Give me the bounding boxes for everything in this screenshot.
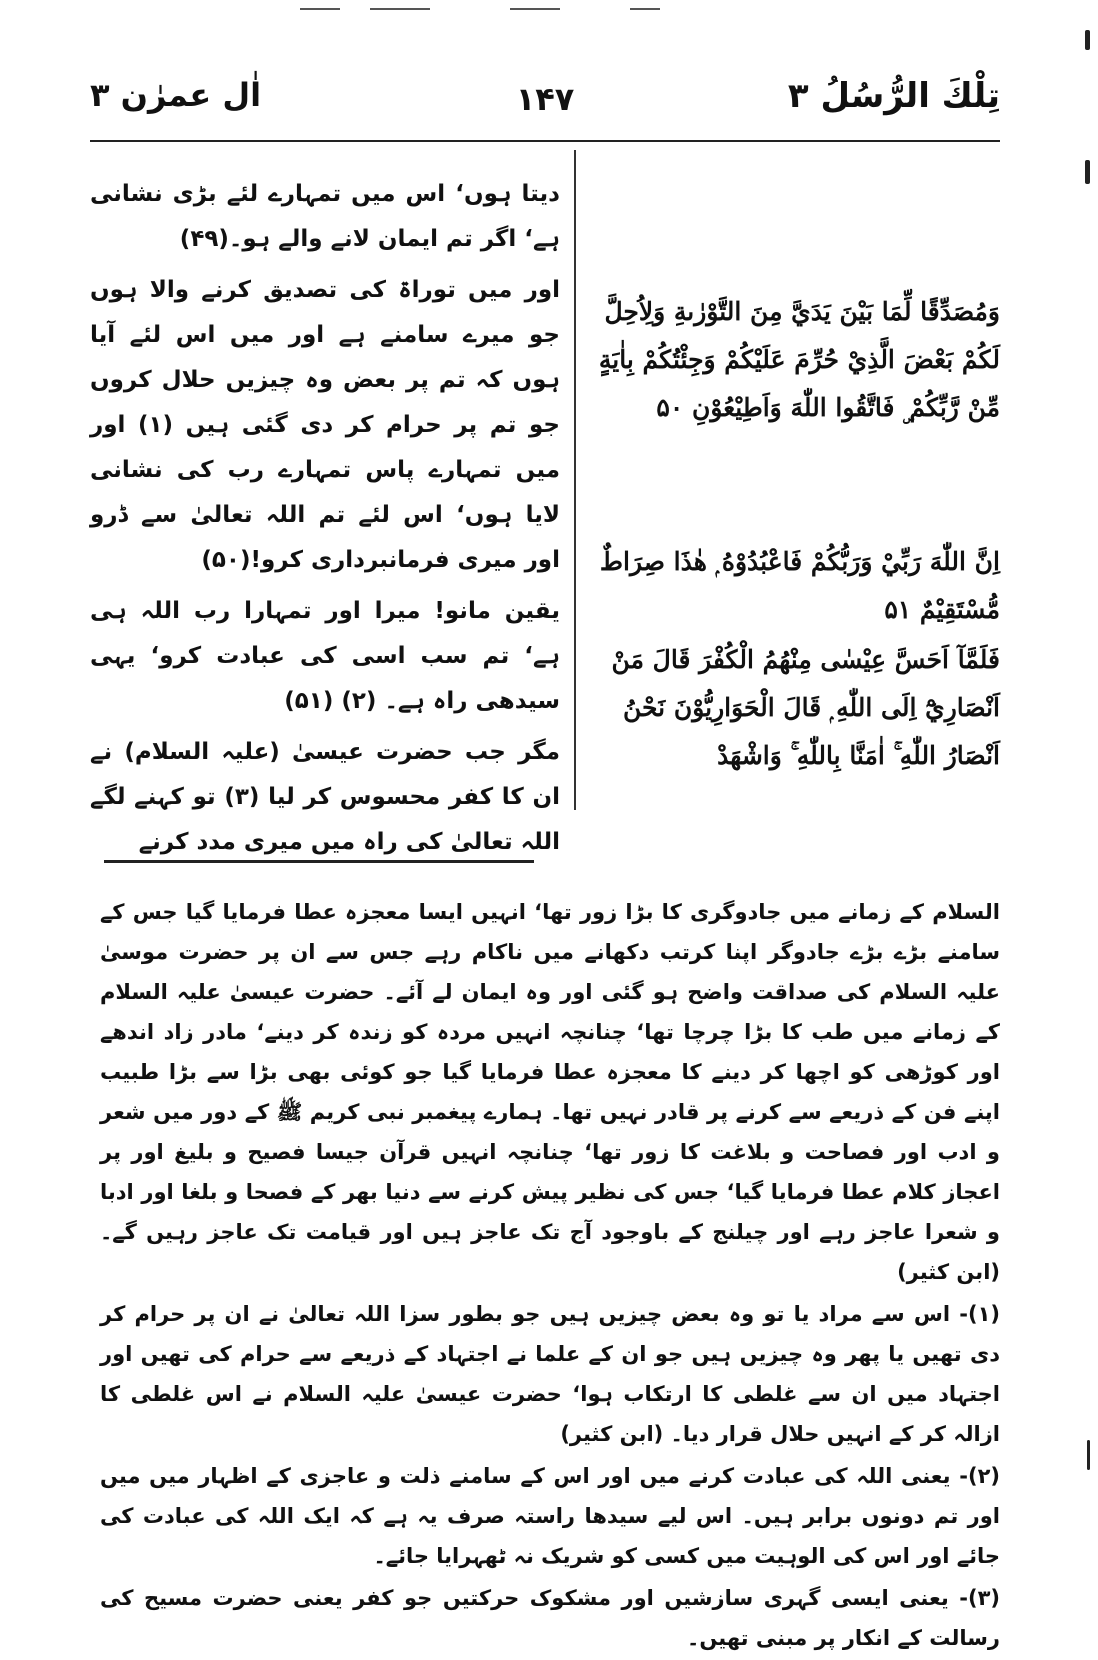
translation-verse-52: مگر جب حضرت عیسیٰ (علیہ السلام) نے ان کا کفر محسوس کر لیا (۳) تو کہنے لگے اللہ تعالیٰ کی راہ میں میری مدد کرنے (90, 739, 561, 855)
header-rule (90, 140, 1000, 142)
translation-verse-49: دیتا ہوں‘ اس میں تمہارے لئے بڑی نشانی ہے‘ اگر تم ایمان لانے والے ہو۔(۴۹) (90, 181, 560, 252)
footnote-continued: السلام کے زمانے میں جادوگری کا بڑا زور تھا‘ انہیں ایسا معجزہ عطا فرمایا گیا جس کے سامنے بڑے بڑے جادوگر اپنا کرتب دکھانے میں ناکام رہے جس سے ان پر حضرت موسیٰ علیہ السلام کی صداقت واضح ہو گئی اور وہ ایمان لے آئے۔ حضرت عیسیٰ علیہ السلام کے زمانے میں طب کا بڑا چرچا تھا‘ چنانچہ انہیں مردہ کو زندہ کر دینے‘ مادر زاد اندھے اور کوڑھی کو اچھا کر دینے کا معجزہ عطا فرمایا گیا جو کوئی بھی بڑا سے بڑا طبیب اپنے فن کے ذریعے سے کرنے پر قادر نہیں تھا۔ ہمارے پیغمبر نبی کریم ﷺ کے دور میں شعر و ادب اور فصاحت و بلاغت کا زور تھا‘ چنانچہ انہیں قرآن جیسا فصیح و بلیغ اور پر اعجاز کلام عطا فرمایا گیا‘ جس کی نظیر پیش کرنے سے دنیا بھر کے فصحا و بلغا اور ادبا و شعرا عاجز رہے اور چیلنج کے باوجود آج تک عاجز ہیں اور قیامت تک عاجز رہیں گے۔ (ابن کثیر) (100, 900, 1000, 1284)
page-top-marks (300, 8, 720, 12)
scan-edge-mark (1085, 30, 1090, 50)
page-header (90, 74, 1000, 134)
footnote-1: (۱)- اس سے مراد یا تو وہ بعض چیزیں ہیں جو بطور سزا اللہ تعالیٰ نے ان پر حرام کر دی تھیں یا پھر وہ چیزیں ہیں جو ان کے علما نے اجتہاد کے ذریعے سے حرام کی تھیں اور اجتہاد میں ان سے غلطی کا ارتکاب ہوا‘ حضرت عیسیٰ علیہ السلام نے اس غلطی کا ازالہ کر کے انہیں حلال قرار دیا۔ (ابن کثیر) (100, 1302, 1000, 1446)
footnote-rule (104, 860, 534, 863)
footnote-3: (۳)- یعنی ایسی گہری سازشیں اور مشکوک حرکتیں جو کفر یعنی حضرت مسیح کی رسالت کے انکار پر مبنی تھیں۔ (100, 1586, 1000, 1650)
footnotes (100, 892, 1000, 1660)
translation-verse-51: یقین مانو! میرا اور تمہارا رب اللہ ہی ہے‘ تم سب اسی کی عبادت کرو‘ یہی سیدھی راہ ہے۔ (۲) (۵۱) (90, 598, 560, 714)
arabic-verse-50: وَمُصَدِّقًا لِّمَا بَيْنَ يَدَيَّ مِنَ التَّوْرٰىةِ وَلِاُحِلَّ لَكُمْ بَعْضَ الَّذِيْ حُرِّمَ عَلَيْكُمْ وَجِئْتُكُمْ بِاٰيَةٍ مِّنْ رَّبِّكُمْ ۣ فَاتَّقُوا اللّٰهَ وَاَطِيْعُوْنِ ۵۰ (598, 297, 1000, 422)
arabic-verse-51: اِنَّ اللّٰهَ رَبِّيْ وَرَبُّكُمْ فَاعْبُدُوْهُ ۭ ھٰذَا صِرَاطٌ مُّسْتَقِيْمٌ ۵۱ (599, 547, 1000, 624)
footnote-2: (۲)- یعنی اللہ کی عبادت کرنے میں اور اس کے سامنے ذلت و عاجزی کے اظہار میں میں اور تم دونوں برابر ہیں۔ اس لیے سیدھا راستہ صرف یہ ہے کہ ایک اللہ کی عبادت کی جائے اور اس کی الوہیت میں کسی کو شریک نہ ٹھہرایا جائے۔ (100, 1464, 1000, 1568)
surah-title: اٰل عمرٰن ۳ (90, 76, 262, 114)
scan-edge-mark (1087, 1440, 1090, 1470)
translation-column (90, 172, 560, 871)
translation-verse-50: اور میں توراۃ کی تصدیق کرنے والا ہوں جو میرے سامنے ہے اور میں اس لئے آیا ہوں کہ تم پر بعض وہ چیزیں حلال کروں جو تم پر حرام کر دی گئی ہیں (۱) اور میں تمہارے پاس تمہارے رب کی نشانی لایا ہوں‘ اس لئے تم اللہ تعالیٰ سے ڈرو اور میری فرمانبرداری کرو!(۵۰) (90, 277, 560, 573)
column-divider (574, 150, 576, 810)
scan-edge-mark (1085, 160, 1090, 184)
page-number: ۱۴۷ (515, 80, 575, 118)
arabic-verse-52: فَلَمَّآ اَحَسَّ عِيْسٰى مِنْهُمُ الْكُفْرَ قَالَ مَنْ اَنْصَارِيْٓ اِلَى اللّٰهِ ۭ قَالَ الْحَوَارِيُّوْنَ نَحْنُ اَنْصَارُ اللّٰهِ ۚ اٰمَنَّا بِاللّٰهِ ۚ وَاشْهَدْ (611, 645, 1000, 770)
para-title: تِلْكَ الرُّسُلُ ۳ (787, 76, 1000, 116)
